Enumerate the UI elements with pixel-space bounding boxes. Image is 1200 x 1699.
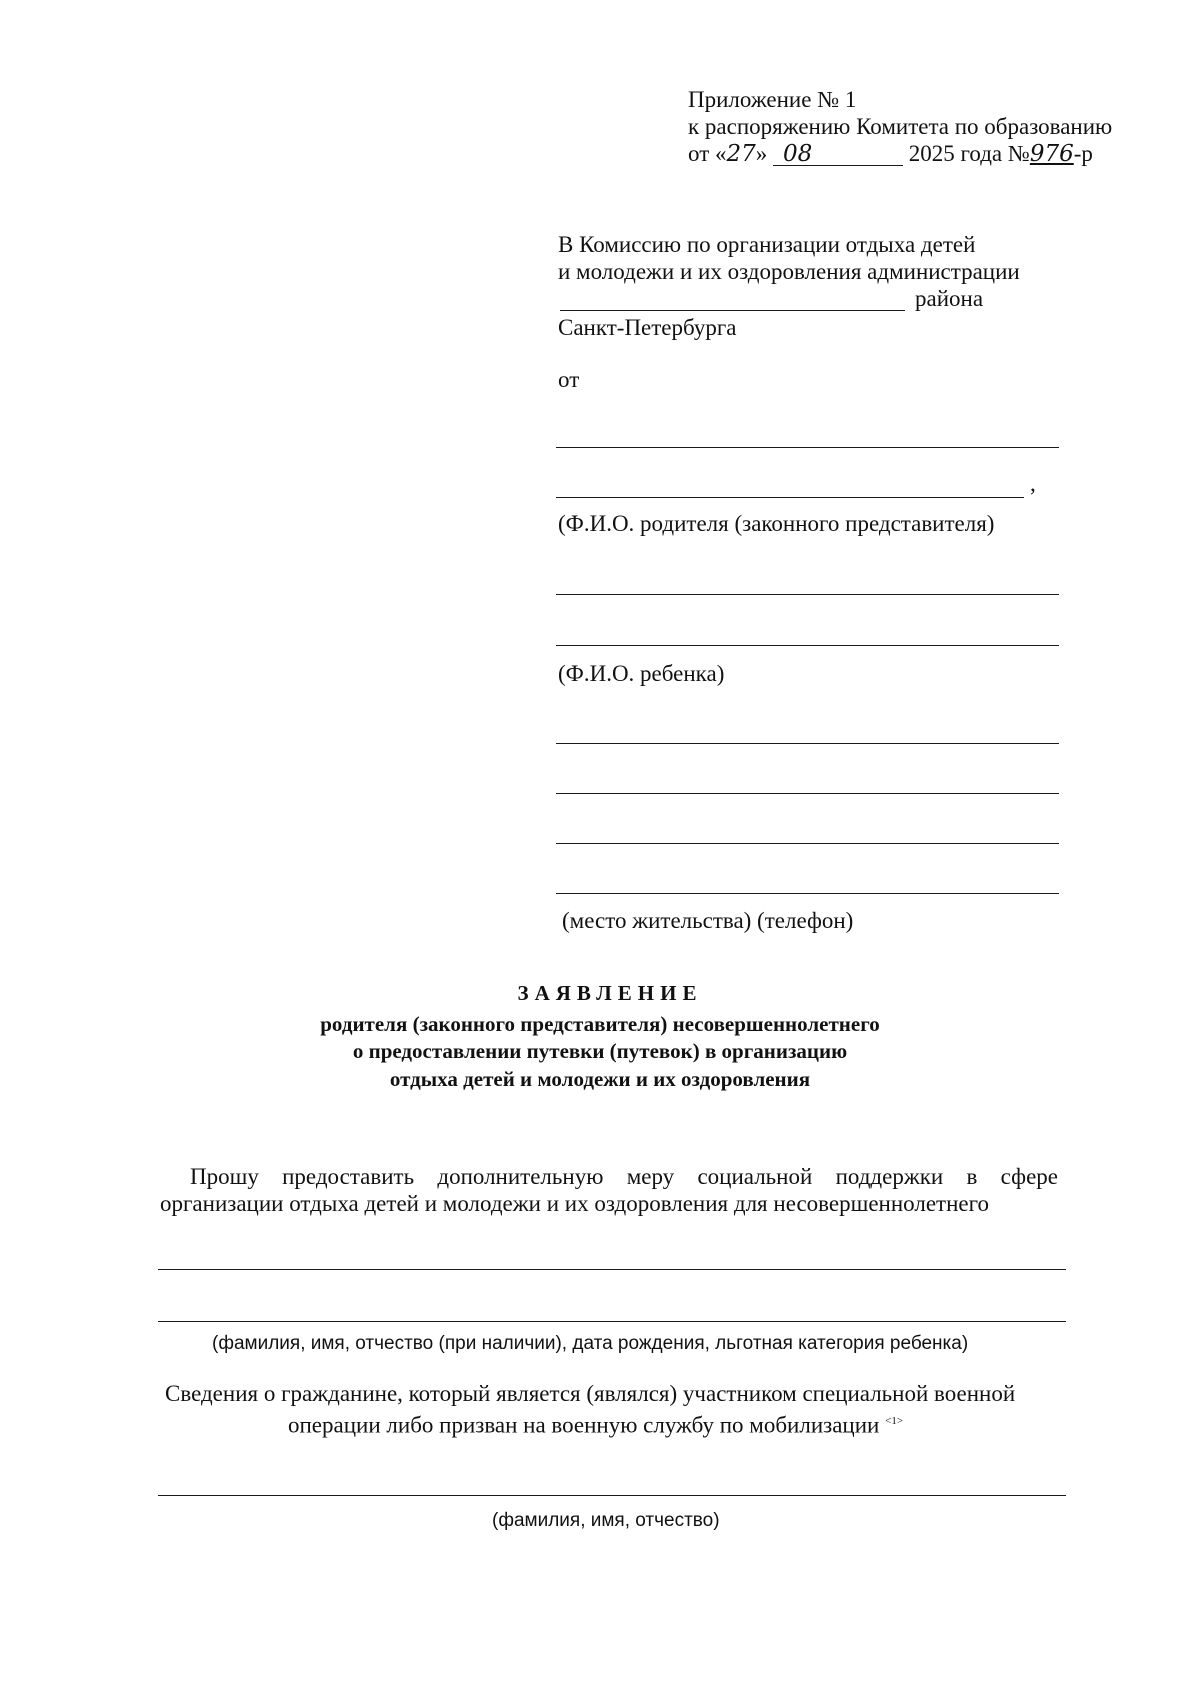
addressee-line-2: и молодежи и их оздоровления администрации	[558, 259, 1020, 284]
svo-footnote-marker: <1>	[885, 1415, 904, 1427]
order-number-handwritten: 976	[1029, 141, 1074, 167]
child-name-line-2	[556, 645, 1059, 646]
district-blank-line	[560, 310, 905, 311]
document-title: ЗАЯВЛЕНИЕ	[517, 981, 703, 1005]
document-subtitle-line-2: о предоставлении путевки (путевок) в организацию	[352, 1039, 848, 1063]
child-details-caption: (фамилия, имя, отчество (при наличии), дата рождения, льготная категория ребенка)	[212, 1333, 969, 1354]
svo-info-line-1: Сведения о гражданине, который является (являлся) участником специальной военной	[165, 1381, 1016, 1406]
child-name-caption: (Ф.И.О. ребенка)	[558, 661, 725, 686]
address-line-2	[556, 793, 1059, 794]
addressee-line-1: В Комиссию по организации отдыха детей	[558, 232, 976, 257]
request-line-1: Прошу предоставить дополнительную меру социальной поддержки в сфере	[190, 1164, 1058, 1189]
district-suffix: района	[915, 286, 984, 311]
document-subtitle-line-3: отдыха детей и молодежи и их оздоровления	[389, 1067, 811, 1091]
parent-name-line-1	[556, 447, 1059, 448]
child-name-line-1	[556, 594, 1059, 595]
child-details-line-1	[158, 1269, 1066, 1270]
address-line-4	[556, 893, 1059, 894]
child-details-line-2	[158, 1321, 1066, 1322]
document-subtitle-line-1: родителя (законного представителя) несовершеннолетнего	[320, 1012, 880, 1036]
date-year-text: 2025 года №	[908, 141, 1030, 166]
date-day-handwritten: 27	[726, 141, 756, 167]
appendix-date-line	[688, 140, 1093, 168]
parent-name-line-2	[556, 497, 1024, 498]
svo-name-line	[158, 1495, 1066, 1496]
address-phone-caption: (место жительства) (телефон)	[562, 908, 854, 933]
date-prefix: от «	[688, 141, 727, 166]
from-label: от	[558, 367, 580, 392]
address-line-3	[556, 843, 1059, 844]
request-line-2: организации отдыха детей и молодежи и их оздоровления для несовершеннолетнего	[160, 1191, 989, 1216]
appendix-number: Приложение № 1	[688, 87, 857, 112]
svo-name-caption: (фамилия, имя, отчество)	[492, 1510, 720, 1531]
svo-info-text: операции либо призван на военную службу по мобилизации	[288, 1412, 880, 1438]
order-suffix: -р	[1073, 141, 1093, 166]
svo-info-line-2	[288, 1408, 903, 1439]
address-line-1	[556, 743, 1059, 744]
date-mid: »	[755, 141, 768, 166]
parent-line-comma: ,	[1030, 471, 1036, 496]
parent-name-caption: (Ф.И.О. родителя (законного представителя)	[558, 511, 995, 536]
appendix-order-reference: к распоряжению Комитета по образованию	[688, 114, 1113, 139]
addressee-city: Санкт-Петербурга	[558, 315, 737, 340]
date-month-handwritten: 08	[773, 143, 903, 166]
